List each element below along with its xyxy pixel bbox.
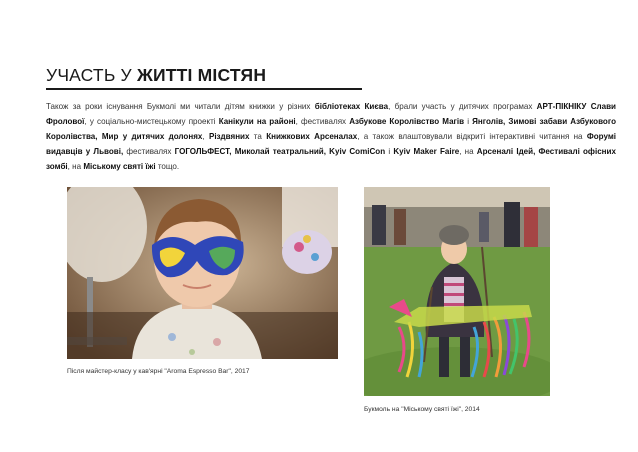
- highlighted-event: Форумі видавців у Львові,: [46, 132, 617, 157]
- section-heading: [46, 65, 266, 86]
- highlighted-event: бібліотеках Києва: [314, 102, 389, 111]
- paragraph-text: і: [385, 147, 394, 157]
- highlighted-event: Канікули на районі: [218, 117, 296, 127]
- paragraph-text: і: [464, 117, 473, 127]
- highlighted-event: ГОГОЛЬФЕСТ, Миколай театральний, Kyiv ComiCon: [174, 147, 386, 157]
- intro-paragraph: [46, 99, 616, 174]
- paragraph-text: ,: [202, 132, 209, 142]
- highlighted-event: АРТ-ПІКНІКУ Слави Фролової: [46, 102, 617, 127]
- photo-caption: Букмоль на "Міському святі їжі", 2014: [364, 406, 480, 413]
- highlighted-event: Різдвяних: [208, 132, 250, 142]
- heading-underline: [46, 88, 362, 90]
- paragraph-text: , фестивалях: [295, 117, 350, 127]
- paragraph-text: , на: [67, 162, 84, 172]
- paragraph-text: та: [249, 132, 267, 142]
- heading-bold: ЖИТТІ МІСТЯН: [136, 65, 267, 85]
- paragraph-text: , брали участь у дитячих програмах: [388, 102, 537, 111]
- photo-caption: Після майстер-класу у кав'ярні "Aroma Espresso Bar", 2017: [67, 368, 250, 375]
- highlighted-event: Янголів, Зимові забави Азбукового Королівства, Мир у дитячих долонях: [46, 117, 616, 142]
- highlighted-event: Kyiv Maker Faire: [393, 147, 460, 157]
- highlighted-event: Арсеналі Ідей, Фестивалі офісних зомбі: [46, 147, 616, 172]
- paragraph-text: , у соціально-мистецькому проекті: [84, 117, 219, 127]
- highlighted-event: Міському святі їжі: [83, 162, 156, 172]
- paragraph-text: тощо.: [155, 162, 180, 172]
- heading-prefix: УЧАСТЬ У: [46, 65, 137, 85]
- photo-girl-festival: [364, 187, 550, 396]
- paragraph-text: Також за роки існування Букмолі ми читали дітям книжки у різних: [46, 102, 315, 111]
- paragraph-text: , на: [459, 147, 477, 157]
- highlighted-event: Азбукове Королівство Магів: [349, 117, 465, 127]
- paragraph-text: , а також влаштовували відкриті інтерактивні читання на: [357, 132, 587, 142]
- photo-boy-mask: [67, 187, 338, 359]
- highlighted-event: Книжкових Арсеналах: [266, 132, 358, 142]
- paragraph-text: фестивалях: [123, 147, 175, 157]
